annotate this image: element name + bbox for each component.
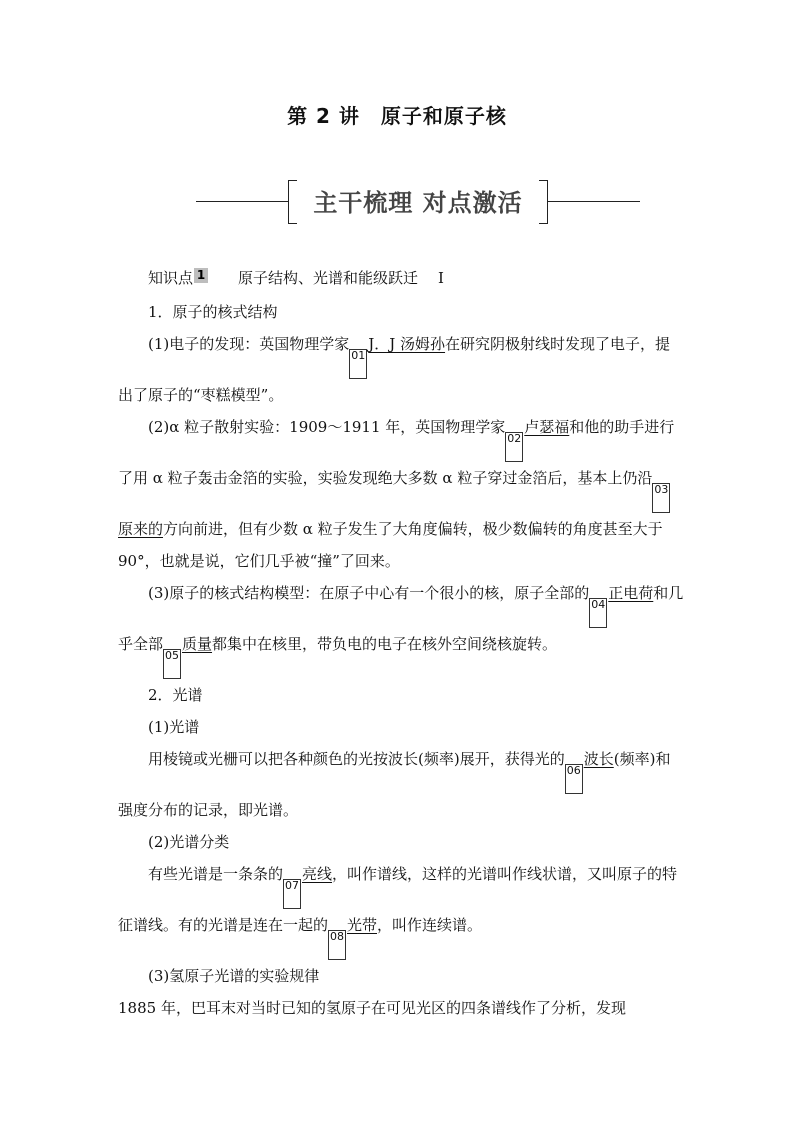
blank-number-06: 06: [565, 764, 583, 794]
answer-07: 亮线: [302, 865, 333, 883]
banner-right-rule: [548, 201, 640, 202]
blank-number-05: 05: [163, 649, 181, 679]
answer-04: 正电荷: [608, 584, 654, 602]
paragraph-alpha-scattering: (2)α 粒子散射实验：1909～1911 年，英国物理学家02卢瑟福和他的助手进行了用 α 粒子轰击金箔的实验，实验发现绝大多数 α 粒子穿过金箔后，基本上仍沿03原来的方向前进，但有少数 α 粒子发生了大角度偏转，极少数偏转的角度甚至大于 90°，也就是说，它们几乎被“撞”了回来。: [118, 418, 675, 570]
paragraph-spectrum-definition: 用棱镜或光栅可以把各种颜色的光按波长(频率)展开，获得光的06波长(频率)和强度分布的记录，即光谱。: [118, 750, 671, 819]
section-heading-spectrum: 2．光谱: [148, 686, 203, 704]
paragraph-spectrum-types: 有些光谱是一条条的07亮线，叫作谱线，这样的光谱叫作线状谱，又叫原子的特征谱线。有的光谱是连在一起的08光带，叫作连续谱。: [118, 858, 684, 960]
blank-number-03: 03: [652, 483, 670, 513]
section-heading-nuclear-structure: 1．原子的核式结构: [148, 303, 278, 321]
answer-06: 波长: [583, 750, 614, 768]
lecture-title: 第 2 讲 原子和原子核: [287, 104, 507, 128]
paragraph-balmer: 1885 年，巴耳末对当时已知的氢原子在可见光区的四条谱线作了分析，发现: [118, 999, 626, 1017]
answer-05: 质量: [182, 635, 213, 653]
knowledge-point-title: 原子结构、光谱和能级跃迁: [238, 269, 419, 287]
subheading-spectrum: (1)光谱: [148, 718, 200, 736]
banner-right-bracket: [539, 180, 548, 224]
paragraph-electron-discovery: (1)电子的发现：英国物理学家01J．J 汤姆孙在研究阴极射线时发现了电子，提出了原子的“枣糕模型”。: [118, 335, 671, 404]
answer-03: 原来的: [118, 520, 164, 538]
paragraph-nuclear-model: (3)原子的核式结构模型：在原子中心有一个很小的核，原子全部的04正电荷和几乎全部05质量都集中在核里，带负电的电子在核外空间绕核旋转。: [118, 577, 684, 679]
knowledge-point-number-badge: 1: [194, 268, 208, 283]
knowledge-point-heading: [118, 262, 684, 294]
answer-08: 光带: [347, 916, 378, 934]
knowledge-point-label: 知识点: [148, 269, 194, 287]
subheading-hydrogen-spectrum: (3)氢原子光谱的实验规律: [148, 967, 320, 985]
blank-number-07: 07: [283, 879, 301, 909]
blank-number-08: 08: [328, 930, 346, 960]
subheading-spectrum-classification: (2)光谱分类: [148, 833, 230, 851]
blank-number-04: 04: [589, 598, 607, 628]
blank-number-01: 01: [349, 349, 367, 379]
answer-02: 卢瑟福: [524, 418, 570, 436]
banner-left-rule: [196, 201, 288, 202]
blank-number-02: 02: [505, 432, 523, 462]
answer-01: J．J 汤姆孙: [368, 335, 446, 353]
main-content: [118, 262, 684, 1024]
knowledge-point-level: Ⅰ: [438, 269, 444, 287]
banner-title: 主干梳理 对点激活: [313, 189, 523, 217]
section-banner: [196, 176, 640, 226]
